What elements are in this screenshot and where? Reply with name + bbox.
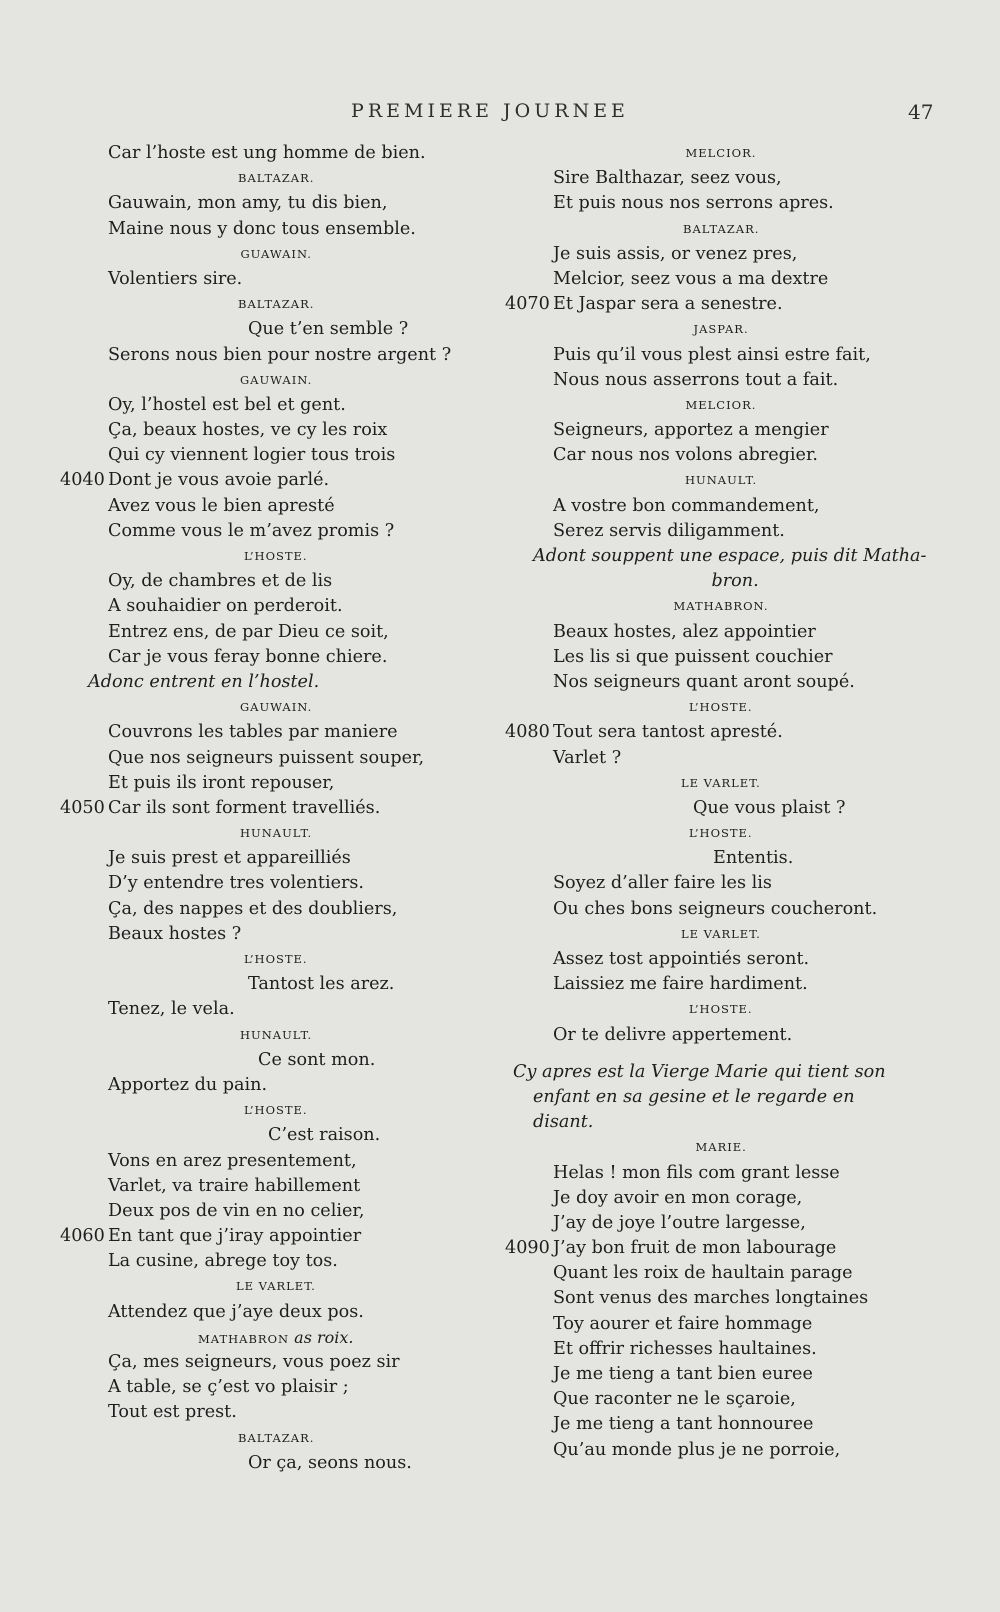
verse-text: Dont je vous avoie parlé. bbox=[108, 470, 330, 491]
verse-line bbox=[60, 620, 480, 645]
verse-line bbox=[505, 166, 925, 191]
verse-line bbox=[505, 267, 925, 292]
verse-line bbox=[505, 972, 925, 997]
speaker-name bbox=[60, 368, 480, 393]
speaker-label: LE VARLET. bbox=[681, 775, 761, 790]
speaker-label: GAUWAIN. bbox=[240, 372, 313, 387]
speaker-name bbox=[505, 771, 925, 796]
verse-line bbox=[60, 569, 480, 594]
verse-text: Tout sera tantost apresté. bbox=[553, 722, 783, 743]
verse-text: Beaux hostes ? bbox=[108, 923, 242, 944]
speaker-name bbox=[60, 292, 480, 317]
verse-line bbox=[60, 1174, 480, 1199]
verse-text: C’est raison. bbox=[268, 1125, 381, 1146]
verse-line bbox=[60, 317, 480, 342]
speaker-label: L’HOSTE. bbox=[244, 1103, 308, 1118]
speaker-label: BALTAZAR. bbox=[238, 297, 315, 312]
stage-direction-text: Adont souppent une espace, puis dit Matha- bbox=[533, 546, 927, 566]
verse-text: A vostre bon commandement, bbox=[553, 495, 820, 516]
verse-line bbox=[505, 1211, 925, 1236]
speaker-label: MARIE. bbox=[695, 1140, 747, 1155]
speaker-name bbox=[505, 594, 925, 619]
speaker-name bbox=[505, 317, 925, 342]
verse-line bbox=[60, 720, 480, 745]
speaker-label: MELCIOR. bbox=[685, 397, 757, 412]
speaker-name bbox=[60, 695, 480, 720]
verse-text: Varlet, va traire habillement bbox=[108, 1175, 361, 1196]
verse-line bbox=[505, 1337, 925, 1362]
speaker-name bbox=[505, 695, 925, 720]
verse-line bbox=[60, 871, 480, 896]
speaker-label: L’HOSTE. bbox=[689, 826, 753, 841]
speaker-label: HUNAULT. bbox=[240, 826, 313, 841]
speaker-label: L’HOSTE. bbox=[244, 952, 308, 966]
stage-direction bbox=[505, 1110, 925, 1135]
verse-text: Laissiez me faire hardiment. bbox=[553, 974, 808, 995]
verse-text: Tout est prest. bbox=[108, 1402, 237, 1423]
verse-text: Que t’en semble ? bbox=[248, 319, 409, 340]
verse-text: Vons en arez presentement, bbox=[108, 1150, 357, 1171]
verse-text: Maine nous y donc tous ensemble. bbox=[108, 218, 416, 239]
verse-text: Ententis. bbox=[713, 848, 794, 869]
verse-line bbox=[60, 796, 480, 821]
speaker-name bbox=[505, 393, 925, 418]
verse-text: Et puis ils iront repouser, bbox=[108, 772, 335, 793]
verse-text: Qui cy viennent logier tous trois bbox=[108, 445, 396, 466]
verse-text: Que raconter ne le sçaroie, bbox=[553, 1389, 796, 1410]
verse-text: Je me tieng a tant honnouree bbox=[553, 1414, 814, 1435]
verse-line bbox=[60, 645, 480, 670]
stage-direction bbox=[505, 1085, 925, 1110]
verse-line bbox=[505, 1023, 925, 1048]
stage-direction-text: Cy apres est la Vierge Marie qui tient son bbox=[513, 1061, 886, 1082]
verse-text: Oy, de chambres et de lis bbox=[108, 571, 333, 592]
left-column bbox=[60, 141, 480, 1476]
verse-line bbox=[60, 1149, 480, 1174]
verse-text: Car nous nos volons abregier. bbox=[553, 445, 819, 466]
verse-text: Car ils sont forment travelliés. bbox=[108, 797, 381, 818]
stage-direction-text: disant. bbox=[533, 1112, 594, 1133]
speaker-label: MELCIOR. bbox=[685, 146, 757, 160]
verse-text: Que nos seigneurs puissent souper, bbox=[108, 747, 425, 768]
verse-line bbox=[505, 746, 925, 771]
verse-line bbox=[505, 796, 925, 821]
verse-text: J’ay de joye l’outre largesse, bbox=[553, 1212, 806, 1233]
verse-text: Je doy avoir en mon corage, bbox=[553, 1187, 803, 1208]
line-number: 4090 bbox=[505, 1238, 550, 1259]
verse-text: Ça, mes seigneurs, vous poez sir bbox=[108, 1352, 400, 1372]
verse-text: Seigneurs, apportez a mengier bbox=[553, 420, 829, 441]
verse-line bbox=[60, 418, 480, 443]
verse-text: La cusine, abrege toy tos. bbox=[108, 1251, 338, 1272]
verse-text: Assez tost appointiés seront. bbox=[553, 949, 810, 969]
speaker-label: JASPAR. bbox=[693, 322, 749, 337]
verse-line bbox=[60, 1375, 480, 1400]
speaker-name bbox=[505, 997, 925, 1022]
speaker-label: GAUWAIN. bbox=[240, 700, 313, 715]
verse-line bbox=[505, 846, 925, 871]
verse-line bbox=[505, 1161, 925, 1186]
verse-line bbox=[505, 343, 925, 368]
page-number: 47 bbox=[908, 100, 934, 124]
verse-line bbox=[505, 443, 925, 468]
speaker-name bbox=[60, 242, 480, 267]
verse-text: Tantost les arez. bbox=[248, 974, 395, 995]
verse-text: Volentiers sire. bbox=[108, 268, 243, 289]
verse-text: Serons nous bien pour nostre argent ? bbox=[108, 344, 452, 365]
running-title: PREMIERE JOURNEE bbox=[351, 100, 629, 122]
speaker-label: LE VARLET. bbox=[681, 926, 761, 941]
verse-text: Soyez d’aller faire les lis bbox=[553, 873, 772, 894]
verse-text: Comme vous le m’avez promis ? bbox=[108, 520, 395, 541]
verse-line bbox=[505, 242, 925, 267]
verse-line bbox=[505, 1186, 925, 1211]
line-number: 4040 bbox=[60, 470, 105, 491]
verse-text: Ça, des nappes et des doubliers, bbox=[108, 898, 398, 919]
verse-text: A table, se ç’est vo plaisir ; bbox=[108, 1377, 349, 1398]
verse-text: Oy, l’hostel est bel et gent. bbox=[108, 394, 346, 415]
stage-direction bbox=[505, 544, 925, 569]
verse-line bbox=[505, 1312, 925, 1337]
speaker-name bbox=[60, 1274, 480, 1299]
speaker-label: HUNAULT. bbox=[685, 473, 758, 488]
verse-line bbox=[505, 418, 925, 443]
verse-line bbox=[60, 771, 480, 796]
verse-text: Couvrons les tables par maniere bbox=[108, 722, 398, 743]
verse-line bbox=[60, 897, 480, 922]
verse-line bbox=[505, 947, 925, 972]
verse-line bbox=[60, 443, 480, 468]
verse-line bbox=[505, 1412, 925, 1437]
speaker-name bbox=[60, 1325, 480, 1350]
verse-text: Car l’hoste est ung homme de bien. bbox=[108, 143, 426, 163]
verse-text: J’ay bon fruit de mon labourage bbox=[553, 1238, 837, 1259]
speaker-name bbox=[505, 217, 925, 242]
speaker-label: L’HOSTE. bbox=[244, 549, 308, 563]
verse-line bbox=[505, 1261, 925, 1286]
speaker-label: MATHABRON. bbox=[673, 599, 769, 614]
verse-line bbox=[60, 343, 480, 368]
verse-text: A souhaidier on perderoit. bbox=[108, 596, 343, 617]
speaker-name bbox=[505, 821, 925, 846]
verse-text: Je me tieng a tant bien euree bbox=[553, 1364, 813, 1384]
speaker-name bbox=[60, 947, 480, 972]
verse-text: Toy aourer et faire hommage bbox=[553, 1313, 813, 1334]
stage-direction-text: Adonc entrent en l’hostel. bbox=[88, 671, 320, 692]
verse-text: Varlet ? bbox=[553, 747, 622, 768]
verse-line bbox=[505, 670, 925, 695]
verse-text: Attendez que j’aye deux pos. bbox=[108, 1301, 364, 1322]
stage-direction bbox=[505, 1060, 925, 1085]
verse-text: Puis qu’il vous plest ainsi estre fait, bbox=[553, 344, 871, 365]
speaker-name bbox=[60, 1426, 480, 1451]
verse-text: Quant les roix de haultain parage bbox=[553, 1263, 853, 1284]
verse-text: Gauwain, mon amy, tu dis bien, bbox=[108, 193, 388, 214]
verse-line bbox=[60, 594, 480, 619]
speaker-name bbox=[505, 468, 925, 493]
verse-text: Helas ! mon fils com grant lesse bbox=[553, 1162, 840, 1183]
verse-line bbox=[60, 267, 480, 292]
speaker-name bbox=[60, 821, 480, 846]
stage-direction-text: enfant en sa gesine et le regarde en bbox=[533, 1086, 855, 1107]
verse-text: Entrez ens, de par Dieu ce soit, bbox=[108, 621, 389, 642]
verse-line bbox=[60, 746, 480, 771]
verse-text: D’y entendre tres volentiers. bbox=[108, 873, 365, 894]
verse-line bbox=[505, 620, 925, 645]
verse-text: Serez servis diligamment. bbox=[553, 520, 785, 541]
verse-line bbox=[60, 1224, 480, 1249]
speaker-label: L’HOSTE. bbox=[689, 1002, 753, 1017]
verse-line bbox=[505, 292, 925, 317]
verse-text: Sont venus des marches longtaines bbox=[553, 1288, 869, 1309]
verse-text: Et offrir richesses haultaines. bbox=[553, 1338, 817, 1359]
verse-text: Nos seigneurs quant aront soupé. bbox=[553, 671, 855, 692]
verse-line bbox=[60, 1249, 480, 1274]
speaker-label: MATHABRON as roix. bbox=[198, 1327, 354, 1347]
verse-line bbox=[505, 1362, 925, 1387]
speaker-name bbox=[505, 1135, 925, 1160]
line-number: 4050 bbox=[60, 797, 105, 818]
verse-text: Ou ches bons seigneurs coucheront. bbox=[553, 898, 878, 919]
verse-text: Que vous plaist ? bbox=[693, 797, 846, 818]
verse-text: Sire Balthazar, seez vous, bbox=[553, 168, 782, 189]
verse-line bbox=[60, 1300, 480, 1325]
verse-line bbox=[505, 720, 925, 745]
verse-text: Je suis prest et appareilliés bbox=[108, 848, 351, 869]
verse-line bbox=[60, 217, 480, 242]
verse-text: Nous nous asserrons tout a fait. bbox=[553, 369, 839, 390]
verse-text: Et puis nous nos serrons apres. bbox=[553, 193, 834, 214]
verse-text: Beaux hostes, alez appointier bbox=[553, 621, 816, 642]
verse-line bbox=[60, 1073, 480, 1098]
speaker-name bbox=[60, 544, 480, 569]
verse-text: Les lis si que puissent couchier bbox=[553, 646, 833, 667]
verse-line bbox=[60, 494, 480, 519]
verse-text: Et Jaspar sera a senestre. bbox=[553, 294, 783, 315]
stage-direction bbox=[60, 670, 480, 695]
verse-text: Ce sont mon. bbox=[258, 1049, 376, 1070]
verse-line bbox=[60, 141, 480, 166]
verse-line bbox=[60, 468, 480, 493]
verse-line bbox=[60, 846, 480, 871]
speaker-label: LE VARLET. bbox=[236, 1279, 316, 1294]
verse-text: Je suis assis, or venez pres, bbox=[553, 243, 798, 264]
verse-line bbox=[505, 494, 925, 519]
verse-line bbox=[60, 1048, 480, 1073]
speaker-name bbox=[60, 1098, 480, 1123]
stage-direction bbox=[505, 569, 925, 594]
verse-line bbox=[505, 1236, 925, 1261]
speaker-label: L’HOSTE. bbox=[689, 700, 753, 715]
page-header bbox=[0, 100, 1000, 128]
verse-text: Apportez du pain. bbox=[108, 1074, 268, 1095]
verse-line bbox=[60, 972, 480, 997]
blank-space bbox=[505, 1048, 925, 1060]
speaker-label: HUNAULT. bbox=[240, 1027, 313, 1042]
speaker-name bbox=[505, 141, 925, 166]
verse-line bbox=[505, 1387, 925, 1412]
verse-text: Or ça, seons nous. bbox=[248, 1452, 412, 1473]
verse-line bbox=[505, 1286, 925, 1311]
verse-line bbox=[60, 1350, 480, 1375]
verse-line bbox=[505, 368, 925, 393]
verse-line bbox=[60, 922, 480, 947]
speaker-label: BALTAZAR. bbox=[238, 171, 315, 186]
speaker-label: GUAWAIN. bbox=[240, 246, 312, 261]
verse-line bbox=[505, 645, 925, 670]
verse-text: Deux pos de vin en no celier, bbox=[108, 1200, 365, 1221]
speaker-direction: as roix. bbox=[289, 1327, 354, 1347]
line-number: 4070 bbox=[505, 294, 550, 315]
speaker-name bbox=[60, 1023, 480, 1048]
stage-direction-text: bron. bbox=[711, 571, 759, 592]
verse-line bbox=[60, 997, 480, 1022]
verse-line bbox=[60, 1123, 480, 1148]
verse-text: Avez vous le bien apresté bbox=[108, 495, 335, 516]
verse-text: Or te delivre appertement. bbox=[553, 1024, 793, 1045]
speaker-label: BALTAZAR. bbox=[238, 1430, 315, 1445]
verse-line bbox=[505, 897, 925, 922]
verse-line bbox=[505, 871, 925, 896]
speaker-name bbox=[60, 166, 480, 191]
verse-text: Tenez, le vela. bbox=[108, 999, 235, 1020]
verse-text: Melcior, seez vous a ma dextre bbox=[553, 268, 829, 289]
verse-line bbox=[505, 191, 925, 216]
line-number: 4060 bbox=[60, 1226, 105, 1247]
verse-line bbox=[60, 1400, 480, 1425]
verse-text: Car je vous feray bonne chiere. bbox=[108, 646, 388, 667]
verse-line bbox=[505, 1438, 925, 1463]
verse-line bbox=[60, 191, 480, 216]
verse-text: Qu’au monde plus je ne porroie, bbox=[553, 1439, 841, 1460]
verse-text: En tant que j’iray appointier bbox=[108, 1226, 362, 1247]
verse-line bbox=[60, 519, 480, 544]
verse-line bbox=[60, 393, 480, 418]
verse-line bbox=[60, 1199, 480, 1224]
verse-text: Ça, beaux hostes, ve cy les roix bbox=[108, 420, 388, 441]
verse-line bbox=[60, 1451, 480, 1476]
speaker-name bbox=[505, 922, 925, 947]
speaker-label: BALTAZAR. bbox=[683, 221, 760, 236]
line-number: 4080 bbox=[505, 722, 550, 743]
right-column bbox=[505, 141, 925, 1463]
verse-line bbox=[505, 519, 925, 544]
